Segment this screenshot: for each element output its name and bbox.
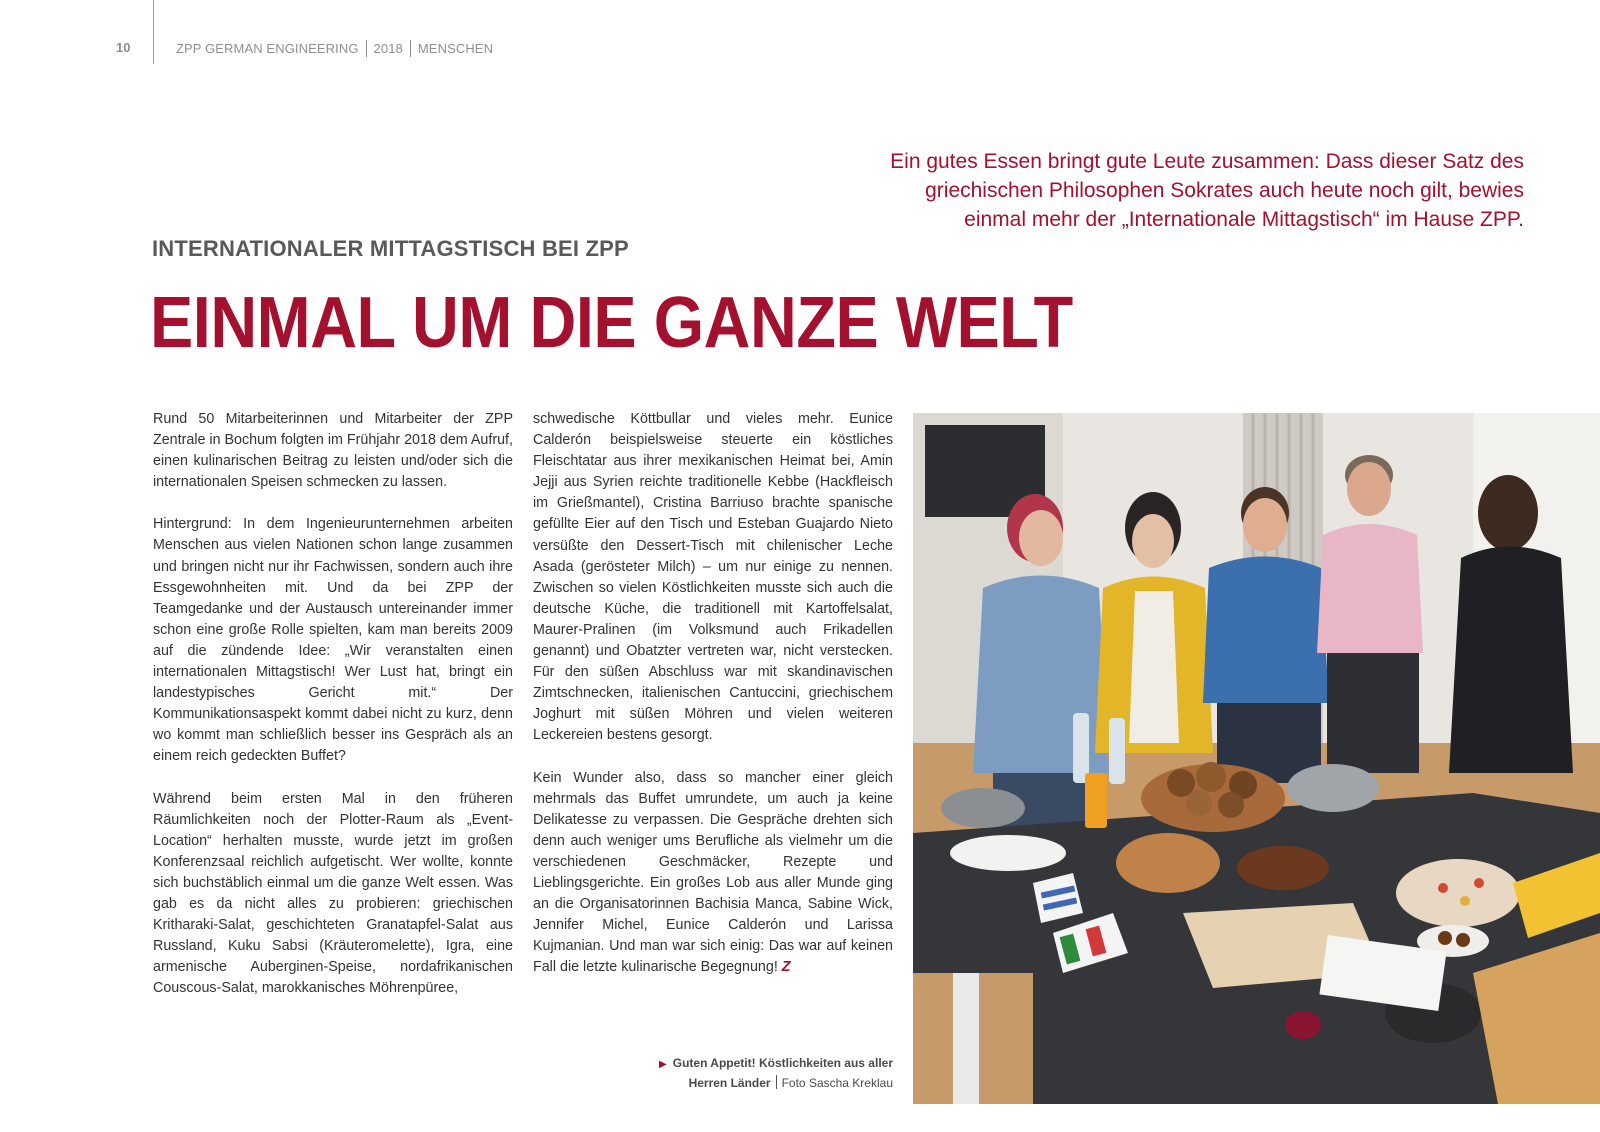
intro-text: Ein gutes Essen bringt gute Leute zusammen: Dass dieser Satz des griechischen Philosophen Sokrates auch heute noch gilt, bewies einmal mehr der „Internationale Mittagstisch“ im Hause ZPP.	[890, 150, 1524, 231]
end-mark-icon: Z	[781, 959, 791, 976]
header-divider	[153, 0, 154, 64]
buffet-photo-illustration	[913, 413, 1600, 1104]
article-headline: EINMAL UM DIE GANZE WELT	[150, 283, 1073, 363]
body-paragraph: schwedische Köttbullar und vieles mehr. Eunice Calderón beispielsweise steuerte ein köstliches Fleischtatar aus ihrer mexikanischen Heimat bei, Amin Jejji aus Syrien reichte traditionelle Kebbe (Hackfleisch im Grießmantel), Cristina Barriuso brachte spanische gefüllte Eier auf den Tisch und Esteban Guajardo Nieto versüßte den Dessert-Tisch mit chilenischer Leche Asada (gerösteter Milch) – um nur einige zu nennen. Zwischen so vielen Köstlichkeiten musste sich auch die deutsche Küche, die traditionell mit Kartoffelsalat, Maurer-Pralinen (im Volksmund auch Frikadellen genannt) und Obatzter vertreten war, nicht verstecken. Für den süßen Abschluss war mit skandinavischen Zimtschnecken, italienischen Cantuccini, griechischem Joghurt mit süßen Möhren und vielen weiteren Leckereien bestens gesorgt.	[533, 411, 893, 744]
publication-name: ZPP GERMAN ENGINEERING	[176, 41, 359, 56]
section-name: MENSCHEN	[417, 41, 494, 56]
running-head-separator	[366, 40, 367, 57]
caption-separator	[776, 1075, 777, 1089]
running-head	[176, 40, 493, 57]
body-paragraph-last	[533, 768, 893, 979]
caption-arrow-icon: ▶	[659, 1059, 667, 1070]
body-paragraph-text: Kein Wunder also, dass so mancher einer gleich mehrmals das Buffet umrundete, um auch ja keine Delikatesse zu verpassen. Die Gespräche drehten sich denn auch weniger ums Berufliche als vielmehr um die verschiedenen Geschmäcker, Rezepte und Lieblingsgerichte. Ein großes Lob aus aller Munde ging an die Organisatorinnen Bachisia Manca, Sabine Wick, Jennifer Michel, Eunice Calderón und Larissa Kujmanian. Und man war sich einig: Das war auf keinen Fall die letzte kulinarische Begegnung!	[533, 769, 893, 976]
buffet-photo	[913, 413, 1600, 1104]
body-paragraph: Hintergrund: In dem Ingenieurunternehmen arbeiten Menschen aus vielen Nationen schon lange zusammen und bringen nicht nur ihr Fachwissen, sondern auch ihre Essgewohnheiten mit. Und da bei ZPP der Teamgedanke und der Austausch untereinander immer schon eine große Rolle spielten, kam man bereits 2009 auf die zündende Idee: „Wir veranstalten einen internationalen Mittagstisch! Wer Lust hat, bringt ein landestypisches Gericht mit.“ Der Kommunikationsaspekt kommt dabei nicht zu kurz, denn wo kommt man schließlich besser ins Gespräch als an einem reich gedeckten Buffet?	[153, 516, 513, 765]
page-number: 10	[116, 40, 131, 55]
caption-text: Guten Appetit! Köstlichkeiten aus aller Herren Länder	[672, 1056, 893, 1090]
body-paragraph: Rund 50 Mitarbeiterinnen und Mitarbeiter der ZPP Zentrale in Bochum folgten im Frühjahr 2018 dem Aufruf, einen kulinarischen Beitrag zu leisten und/oder sich die internationalen Speisen schmecken zu lassen.	[153, 411, 513, 491]
photo-caption	[625, 1054, 893, 1092]
photo-credit: Foto Sascha Kreklau	[781, 1076, 893, 1090]
text-column-left	[153, 409, 513, 1020]
text-column-middle	[533, 409, 893, 999]
body-paragraph: Während beim ersten Mal in den früheren Räumlichkeiten noch der Plotter-Raum als „Event-Location“ herhalten musste, wurde jetzt im großen Konferenzsaal reichlich aufgetischt. Wer wollte, konnte sich buchstäblich einmal um die ganze Welt essen. Was gab es da nicht alles zu probieren: griechischen Kritharaki-Salat, geschichteten Granatapfel-Salat aus Russland, Kuku Sabsi (Kräuteromelette), Igra, eine armenische Auberginen-Speise, nordafrikanischen Couscous-Salat, marokkanisches Möhrenpüree,	[153, 790, 513, 997]
running-head-separator	[410, 40, 411, 57]
article-kicker: INTERNATIONALER MITTAGSTISCH BEI ZPP	[152, 236, 629, 261]
publication-year: 2018	[373, 41, 403, 56]
